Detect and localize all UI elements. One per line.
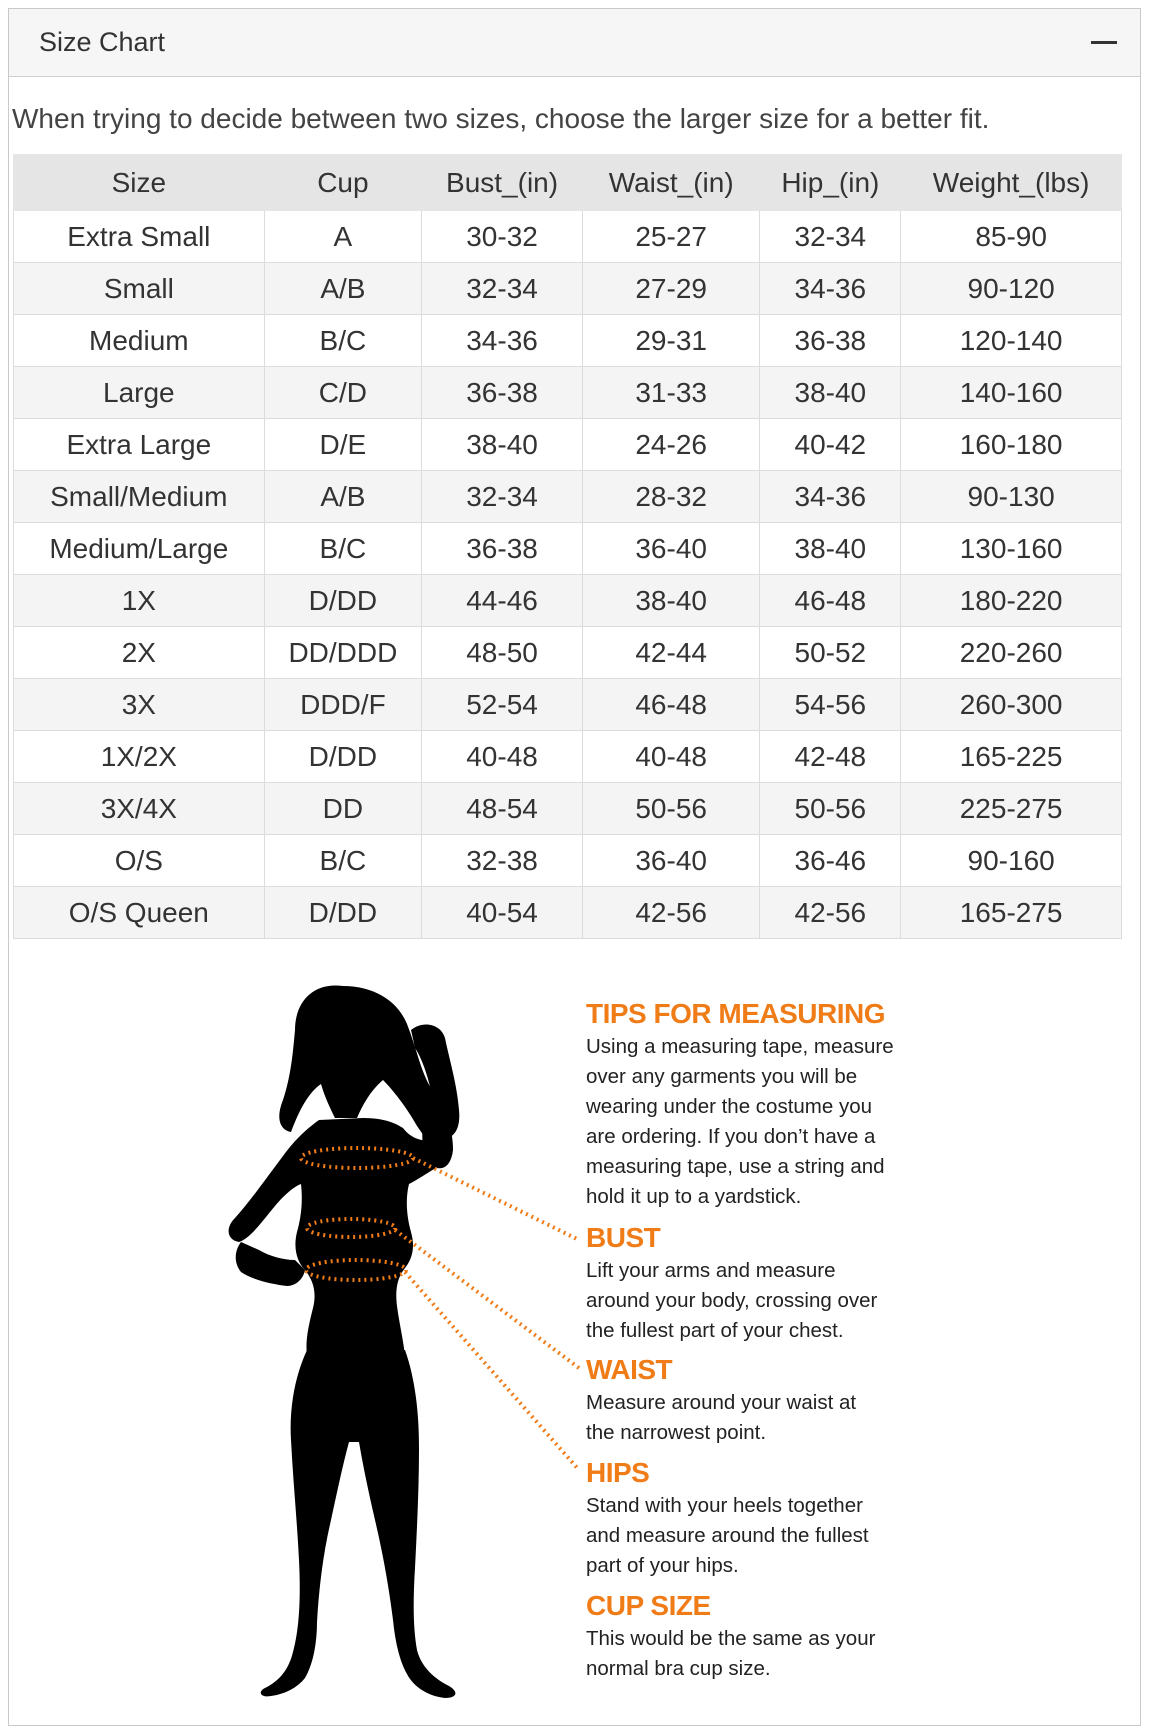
cell-waist: 38-40 — [582, 575, 759, 627]
cell-hip: 32-34 — [760, 211, 901, 263]
tip-measuring-body: Using a measuring tape, measure over any garments you will be wearing under the costume you are ordering. If you don’t have a measuring tape, use a string and hold it up to a yardstick. — [586, 1035, 894, 1208]
cell-size: Extra Small — [14, 211, 265, 263]
table-row — [14, 627, 1122, 679]
cell-size: Medium — [14, 315, 265, 367]
cell-weight: 225-275 — [901, 783, 1122, 835]
size-table — [13, 154, 1122, 939]
cell-waist: 28-32 — [582, 471, 759, 523]
cell-cup: A/B — [264, 471, 421, 523]
cell-bust: 52-54 — [422, 679, 583, 731]
cell-bust: 48-50 — [422, 627, 583, 679]
cell-size: 1X — [14, 575, 265, 627]
header-size: Size — [14, 155, 265, 211]
cell-cup: DD/DDD — [264, 627, 421, 679]
cell-bust: 32-34 — [422, 471, 583, 523]
cell-bust: 32-38 — [422, 835, 583, 887]
cell-waist: 24-26 — [582, 419, 759, 471]
cell-hip: 46-48 — [760, 575, 901, 627]
cell-waist: 27-29 — [582, 263, 759, 315]
cell-hip: 50-52 — [760, 627, 901, 679]
header-bust: Bust_(in) — [422, 155, 583, 211]
cell-weight: 180-220 — [901, 575, 1122, 627]
cell-cup: DD — [264, 783, 421, 835]
panel-header[interactable] — [9, 9, 1140, 77]
cell-weight: 85-90 — [901, 211, 1122, 263]
cell-cup: C/D — [264, 367, 421, 419]
table-row — [14, 835, 1122, 887]
panel-title: Size Chart — [39, 27, 166, 57]
cell-weight: 90-130 — [901, 471, 1122, 523]
header-hip: Hip_(in) — [760, 155, 901, 211]
tip-measuring-heading: TIPS FOR MEASURING — [586, 998, 886, 1029]
cell-cup: D/E — [264, 419, 421, 471]
tip-bust-heading: BUST — [586, 1222, 661, 1253]
cell-size: O/S Queen — [14, 887, 265, 939]
table-row — [14, 263, 1122, 315]
cell-weight: 165-225 — [901, 731, 1122, 783]
header-weight: Weight_(lbs) — [901, 155, 1122, 211]
cell-hip: 36-46 — [760, 835, 901, 887]
cell-cup: B/C — [264, 523, 421, 575]
table-row — [14, 887, 1122, 939]
tip-waist-body: Measure around your waist at the narrowest point. — [586, 1391, 857, 1444]
cell-waist: 42-44 — [582, 627, 759, 679]
cell-cup: A/B — [264, 263, 421, 315]
waist-guide-line — [395, 1230, 579, 1368]
cell-size: 3X — [14, 679, 265, 731]
cell-size: 2X — [14, 627, 265, 679]
cell-waist: 40-48 — [582, 731, 759, 783]
woman-silhouette-icon — [229, 985, 460, 1698]
tip-hips-heading: HIPS — [586, 1457, 650, 1488]
cell-cup: B/C — [264, 835, 421, 887]
cell-weight: 260-300 — [901, 679, 1122, 731]
cell-waist: 25-27 — [582, 211, 759, 263]
tip-bust-body: Lift your arms and measure around your body, crossing over the fullest part of your chest. — [586, 1259, 878, 1342]
cell-bust: 40-54 — [422, 887, 583, 939]
cell-bust: 32-34 — [422, 263, 583, 315]
table-row — [14, 315, 1122, 367]
bust-guide-line — [413, 1158, 579, 1240]
cell-size: Small/Medium — [14, 471, 265, 523]
cell-cup: D/DD — [264, 887, 421, 939]
table-row — [14, 679, 1122, 731]
tip-cup-body: This would be the same as your normal bra cup size. — [586, 1627, 876, 1680]
cell-hip: 54-56 — [760, 679, 901, 731]
cell-weight: 90-120 — [901, 263, 1122, 315]
table-row — [14, 523, 1122, 575]
cell-hip: 34-36 — [760, 471, 901, 523]
tip-hips — [586, 1457, 966, 1581]
cell-bust: 36-38 — [422, 523, 583, 575]
tip-measuring — [586, 998, 966, 1212]
header-cup: Cup — [264, 155, 421, 211]
cell-bust: 40-48 — [422, 731, 583, 783]
cell-waist: 29-31 — [582, 315, 759, 367]
cell-hip: 34-36 — [760, 263, 901, 315]
cell-bust: 30-32 — [422, 211, 583, 263]
cell-size: Small — [14, 263, 265, 315]
cell-weight: 90-160 — [901, 835, 1122, 887]
minus-icon — [1091, 41, 1117, 44]
cell-hip: 38-40 — [760, 523, 901, 575]
tip-waist — [586, 1354, 966, 1448]
table-row — [14, 783, 1122, 835]
cell-size: Medium/Large — [14, 523, 265, 575]
collapse-button[interactable] — [1084, 23, 1124, 63]
cell-hip: 40-42 — [760, 419, 901, 471]
cell-hip: 38-40 — [760, 367, 901, 419]
tip-bust — [586, 1222, 966, 1346]
table-row — [14, 575, 1122, 627]
table-row — [14, 471, 1122, 523]
cell-size: O/S — [14, 835, 265, 887]
cell-weight: 120-140 — [901, 315, 1122, 367]
cell-weight: 140-160 — [901, 367, 1122, 419]
cell-size: Large — [14, 367, 265, 419]
cell-waist: 46-48 — [582, 679, 759, 731]
cell-waist: 36-40 — [582, 835, 759, 887]
intro-text: When trying to decide between two sizes, choose the larger size for a better fit. — [12, 103, 990, 134]
cell-weight: 130-160 — [901, 523, 1122, 575]
cell-waist: 36-40 — [582, 523, 759, 575]
tip-cup-size — [586, 1590, 966, 1684]
cell-hip: 50-56 — [760, 783, 901, 835]
cell-size: Extra Large — [14, 419, 265, 471]
cell-bust: 48-54 — [422, 783, 583, 835]
cell-cup: B/C — [264, 315, 421, 367]
cell-hip: 42-56 — [760, 887, 901, 939]
tip-waist-heading: WAIST — [586, 1354, 673, 1385]
cell-bust: 34-36 — [422, 315, 583, 367]
cell-waist: 50-56 — [582, 783, 759, 835]
cell-waist: 42-56 — [582, 887, 759, 939]
cell-size: 3X/4X — [14, 783, 265, 835]
table-row — [14, 211, 1122, 263]
cell-bust: 38-40 — [422, 419, 583, 471]
cell-weight: 165-275 — [901, 887, 1122, 939]
cell-cup: D/DD — [264, 575, 421, 627]
cell-bust: 44-46 — [422, 575, 583, 627]
table-header-row — [14, 155, 1122, 211]
table-row — [14, 367, 1122, 419]
cell-weight: 220-260 — [901, 627, 1122, 679]
cell-size: 1X/2X — [14, 731, 265, 783]
cell-hip: 36-38 — [760, 315, 901, 367]
cell-waist: 31-33 — [582, 367, 759, 419]
tip-hips-body: Stand with your heels together and measure around the fullest part of your hips. — [586, 1494, 869, 1577]
cell-weight: 160-180 — [901, 419, 1122, 471]
header-waist: Waist_(in) — [582, 155, 759, 211]
table-row — [14, 731, 1122, 783]
table-row — [14, 419, 1122, 471]
cell-cup: D/DD — [264, 731, 421, 783]
cell-hip: 42-48 — [760, 731, 901, 783]
cell-bust: 36-38 — [422, 367, 583, 419]
cell-cup: DDD/F — [264, 679, 421, 731]
cell-cup: A — [264, 211, 421, 263]
tip-cup-heading: CUP SIZE — [586, 1590, 711, 1621]
